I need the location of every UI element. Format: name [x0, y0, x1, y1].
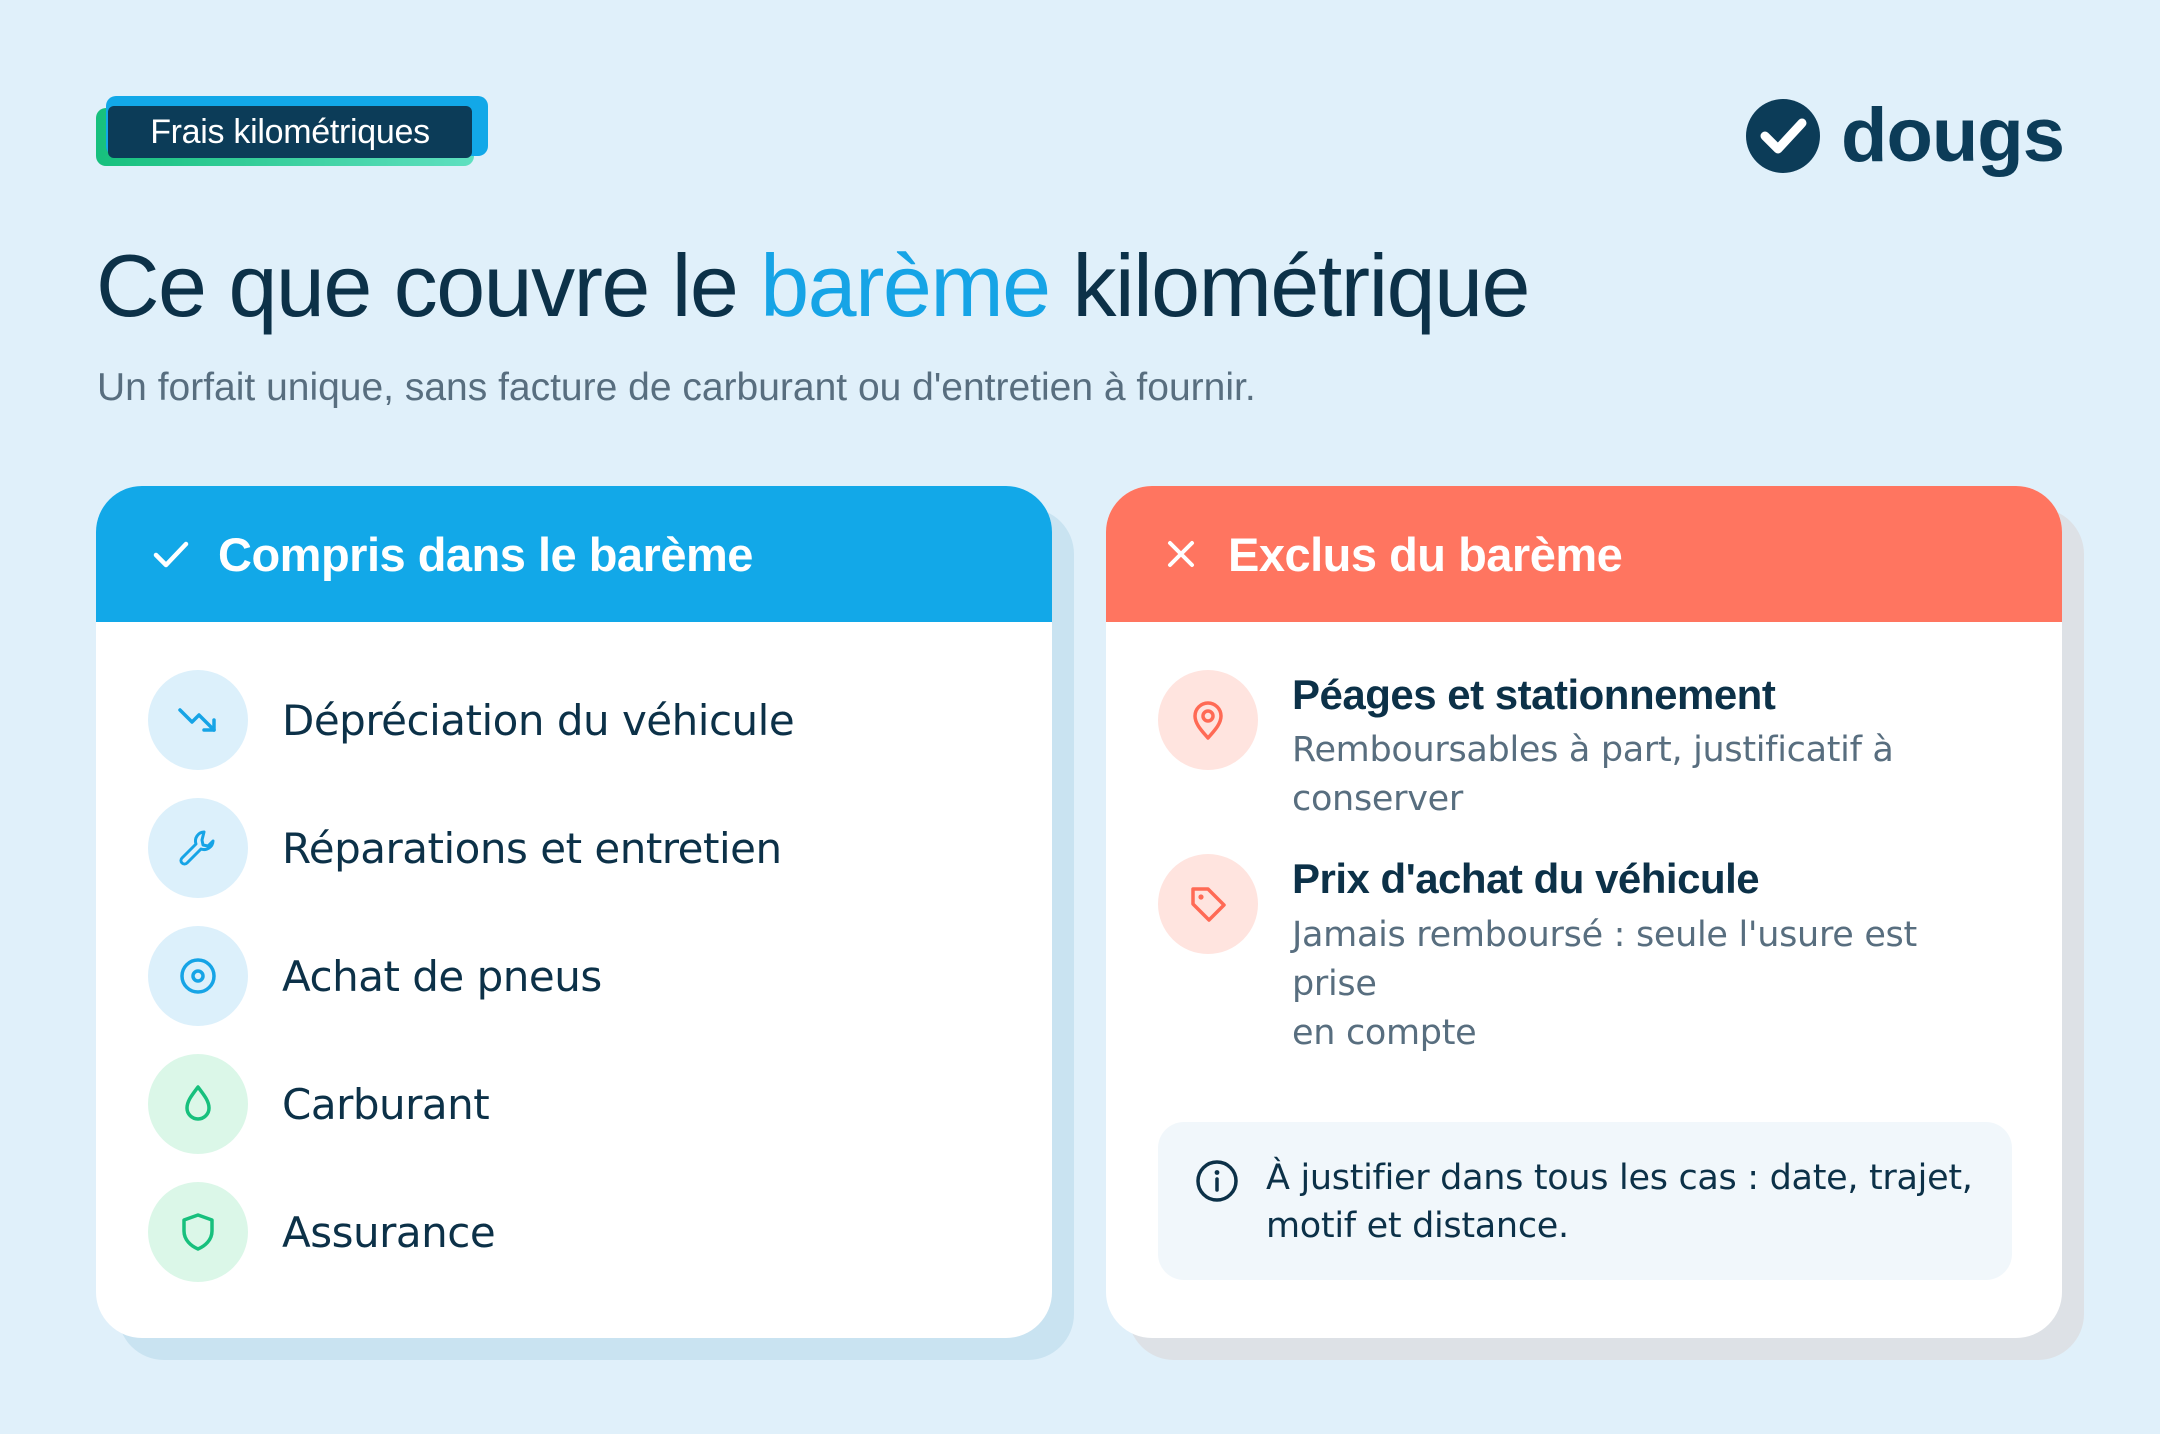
- x-icon: [1160, 533, 1202, 575]
- included-card-body: [96, 486, 1052, 1338]
- excluded-item-text: [1292, 670, 2012, 824]
- check-circle-icon: [1745, 98, 1821, 174]
- trending-down-icon: [148, 670, 248, 770]
- list-item: [148, 1054, 794, 1154]
- map-pin-icon: [1158, 670, 1258, 770]
- list-item: [148, 1182, 794, 1282]
- excluded-item-title: Prix d'achat du véhicule: [1292, 855, 1760, 903]
- list-item: [148, 926, 794, 1026]
- desc-line: en compte: [1292, 1012, 1477, 1053]
- desc-line: conserver: [1292, 779, 1463, 820]
- note-text: [1266, 1154, 1973, 1250]
- check-icon: [150, 533, 192, 575]
- excluded-list: [1158, 670, 2018, 1088]
- page-subtitle: Un forfait unique, sans facture de carburant ou d'entretien à fournir.: [97, 366, 1256, 409]
- excluded-item-title: Péages et stationnement: [1292, 671, 1776, 718]
- item-label: Réparations et entretien: [282, 823, 782, 873]
- droplet-icon: [148, 1054, 248, 1154]
- excluded-title: Exclus du barème: [1228, 527, 1623, 581]
- excluded-header: [1106, 486, 2062, 622]
- list-item: [148, 798, 794, 898]
- category-tag: [96, 96, 488, 170]
- info-icon: [1194, 1154, 1240, 1204]
- item-label: Dépréciation du véhicule: [282, 695, 795, 745]
- tag-icon: [1158, 854, 1258, 954]
- brand-logo: [1745, 93, 2064, 178]
- excluded-item-desc: [1292, 911, 2012, 1058]
- tire-icon: [148, 926, 248, 1026]
- excluded-card: [1106, 486, 2062, 1338]
- list-item: [1158, 854, 2018, 1057]
- item-label: Assurance: [282, 1207, 496, 1257]
- excluded-item-text: [1292, 854, 2012, 1057]
- included-header: [96, 486, 1052, 622]
- excluded-item-desc: [1292, 726, 2012, 824]
- title-end: kilométrique: [1049, 236, 1529, 335]
- note-line: motif et distance.: [1266, 1206, 1569, 1246]
- title-accent: barème: [760, 236, 1050, 335]
- brand-name: dougs: [1841, 93, 2064, 178]
- included-title: Compris dans le barème: [218, 527, 753, 581]
- item-label: Achat de pneus: [282, 951, 602, 1001]
- included-card: [96, 486, 1052, 1338]
- tag-label: Frais kilométriques: [108, 106, 472, 158]
- wrench-icon: [148, 798, 248, 898]
- page-title: [96, 238, 1529, 335]
- list-item: [1158, 670, 2018, 824]
- included-list: [148, 670, 794, 1310]
- note-line: À justifier dans tous les cas : date, trajet,: [1266, 1158, 1973, 1198]
- shield-icon: [148, 1182, 248, 1282]
- title-start: Ce que couvre le: [96, 236, 761, 335]
- item-label: Carburant: [282, 1079, 490, 1129]
- list-item: [148, 670, 794, 770]
- desc-line: Jamais remboursé : seule l'usure est prise: [1292, 914, 1917, 1004]
- excluded-card-body: [1106, 486, 2062, 1338]
- info-note: [1158, 1122, 2012, 1280]
- desc-line: Remboursables à part, justificatif à: [1292, 730, 1894, 771]
